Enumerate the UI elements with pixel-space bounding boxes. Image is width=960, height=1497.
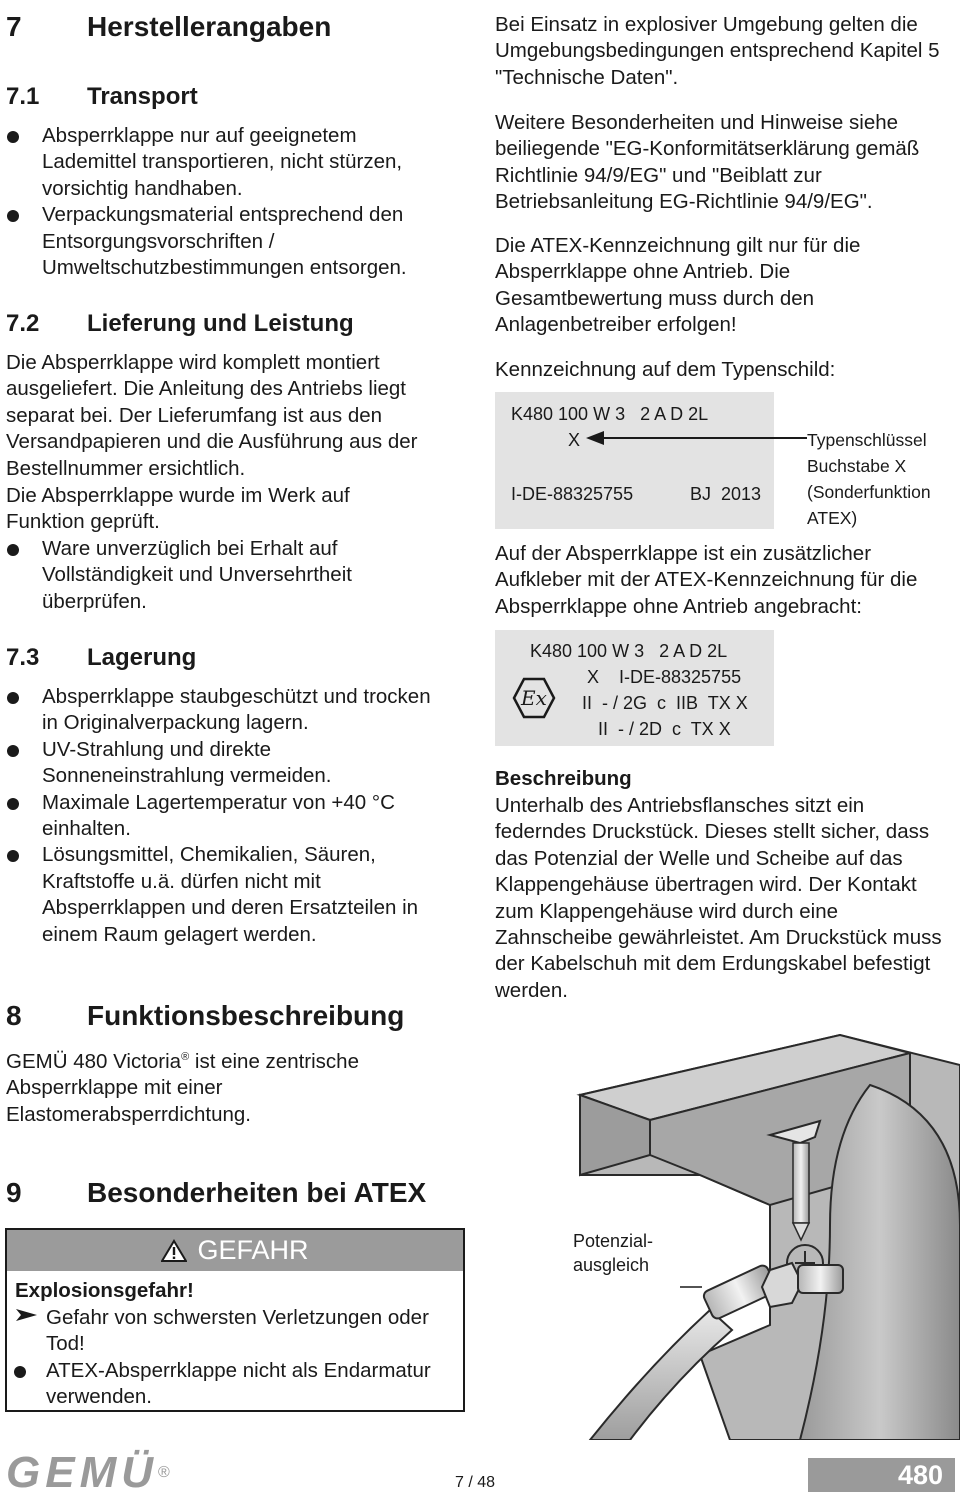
sticker-dust-marking: II - / 2D c TX X	[598, 719, 731, 739]
list-item: Absperrklappe nur auf geeignetem Lademittel transportieren, nicht stürzen, vorsichtig handhaben.	[4, 123, 446, 202]
model-badge: 480	[808, 1458, 955, 1492]
logo-text: GEMÜ	[6, 1448, 158, 1497]
type-plate-heading: Kennzeichnung auf dem Typenschild:	[495, 358, 836, 381]
page-number: 7 / 48	[455, 1474, 496, 1491]
danger-title: Explosionsgefahr!	[15, 1279, 194, 1302]
list-item: Verpackungsmaterial entsprechend den Entsorgungsvorschriften / Umweltschutzbestimmungen entsorgen.	[4, 202, 446, 281]
gemu-logo	[6, 1449, 170, 1497]
explosive-environment-paragraph: Bei Einsatz in explosiver Umgebung gelten die Umgebungsbedingungen entsprechend Kapitel 5 "Technische Daten".	[495, 13, 940, 89]
warning-icon	[161, 1239, 187, 1263]
conformity-paragraph: Weitere Besonderheiten und Hinweise siehe beiliegende "EG-Konformitätserklärung gemäß Richtlinie 94/9/EG" und "Beiblatt zur Betriebsanleitung EG-Richtlinie 94/9/EG".	[495, 111, 920, 214]
annotation-line: Typenschlüssel	[807, 430, 927, 450]
sticker-certificate: X I-DE-88325755	[587, 667, 742, 687]
grounding-illustration	[470, 1025, 960, 1440]
registered-mark: ®	[181, 1051, 190, 1063]
danger-consequence: Gefahr von schwersten Verletzungen oder Tod!	[46, 1306, 429, 1355]
danger-list	[11, 1358, 451, 1411]
annotation-line: ATEX)	[807, 508, 858, 528]
section-number: 7.1	[6, 83, 40, 110]
list-item: Ware unverzüglich bei Erhalt auf Vollständigkeit und Unversehrtheit überprüfen.	[4, 536, 446, 615]
section-number: 9	[6, 1177, 22, 1208]
certificate-number: I-DE-88325755	[511, 484, 634, 504]
page-footer	[0, 1440, 960, 1495]
danger-notice	[5, 1228, 465, 1412]
function-paragraph	[6, 1044, 376, 1128]
section-title: Funktionsbeschreibung	[87, 1000, 405, 1031]
annotation-line: (Sonderfunktion	[807, 482, 931, 502]
list-item: Absperrklappe staubgeschützt und trocken in Originalverpackung lagern.	[4, 684, 446, 737]
section-7-3-heading	[6, 643, 466, 673]
description-paragraph: Unterhalb des Antriebsflansches sitzt ein federndes Druckstück. Dieses stellt sicher, dass das Potenzial der Welle und Scheibe auf das Klappengehäuse übertragen wird. Der Kontakt zum Klappengehäuse wird durch eine Zahnscheibe gewährleistet. Am Druckstück muss der Kabelschuh mit dem Erdungskabel befestigt werden.	[495, 794, 942, 1002]
transport-list	[4, 123, 446, 281]
list-item: Lösungsmittel, Chemikalien, Säuren, Kraftstoffe u.ä. dürfen nicht mit Absperrklappen und deren Ersatzteilen in einem Raum gelagert werden.	[4, 842, 446, 948]
build-year: BJ 2013	[690, 484, 762, 504]
ex-symbol: Ex	[521, 686, 547, 710]
section-number: 7.2	[6, 310, 40, 337]
arrow-icon	[15, 1305, 39, 1332]
ex-hexagon-icon	[512, 677, 556, 719]
list-item: UV-Strahlung und direkte Sonneneinstrahlung vermeiden.	[4, 737, 446, 790]
section-7-heading	[6, 11, 466, 43]
type-plate	[495, 392, 774, 529]
section-number: 7	[6, 11, 22, 42]
type-code: K480 100 W 3 2 A D 2L	[511, 404, 709, 424]
delivery-paragraph: Die Absperrklappe wird komplett montiert ausgeliefert. Die Anleitung des Antriebs liegt separat bei. Der Lieferumfang ist aus den Versandpapieren und die Ausführung aus der Bestellnummer ersichtlich.	[6, 351, 418, 480]
storage-list	[4, 684, 446, 948]
section-8-heading	[6, 1000, 466, 1032]
pointer-arrow	[586, 428, 808, 448]
section-number: 8	[6, 1000, 22, 1031]
danger-label: GEFAHR	[197, 1235, 309, 1265]
annotation-line: Buchstabe X	[807, 456, 907, 476]
sticker-gas-marking: II - / 2G c IIB TX X	[582, 693, 748, 713]
section-title: Herstellerangaben	[87, 11, 332, 42]
callout-line: Potenzial-	[573, 1231, 654, 1251]
atex-marking-paragraph: Die ATEX-Kennzeichnung gilt nur für die Absperrklappe ohne Antrieb. Die Gesamtbewertung muss durch den Anlagenbetreiber erfolgen!	[495, 234, 861, 337]
section-title: Lagerung	[87, 644, 197, 671]
description-title: Beschreibung	[495, 767, 632, 790]
type-key-annotation	[807, 427, 960, 531]
section-number: 7.3	[6, 644, 40, 671]
special-function-letter: X	[568, 430, 581, 450]
product-name: GEMÜ 480 Victoria	[6, 1049, 182, 1073]
sticker-paragraph: Auf der Absperrklappe ist ein zusätzlicher Aufkleber mit der ATEX-Kennzeichnung für die Absperrklappe ohne Antrieb angebracht:	[495, 542, 918, 618]
section-7-1-heading	[6, 82, 466, 112]
sticker-type-code: K480 100 W 3 2 A D 2L	[530, 641, 728, 661]
section-9-heading	[6, 1177, 466, 1209]
danger-arrow-item	[15, 1305, 455, 1357]
callout-line: ausgleich	[573, 1255, 650, 1275]
logo-registered-mark: ®	[158, 1464, 170, 1481]
delivery-list	[4, 536, 446, 615]
function-text: ist eine zentrische Absperrklappe mit einer Elastomerabsperrdichtung.	[6, 1049, 359, 1126]
list-item: ATEX-Absperrklappe nicht als Endarmatur verwenden.	[11, 1358, 451, 1411]
atex-sticker	[495, 630, 774, 746]
factory-test-paragraph: Die Absperrklappe wurde im Werk auf Funktion geprüft.	[6, 484, 350, 534]
section-7-2-heading	[6, 309, 466, 339]
danger-header	[7, 1230, 463, 1271]
section-title: Besonderheiten bei ATEX	[87, 1177, 427, 1208]
section-title: Transport	[87, 83, 198, 110]
list-item: Maximale Lagertemperatur von +40 °C einhalten.	[4, 790, 446, 843]
section-title: Lieferung und Leistung	[87, 310, 354, 337]
